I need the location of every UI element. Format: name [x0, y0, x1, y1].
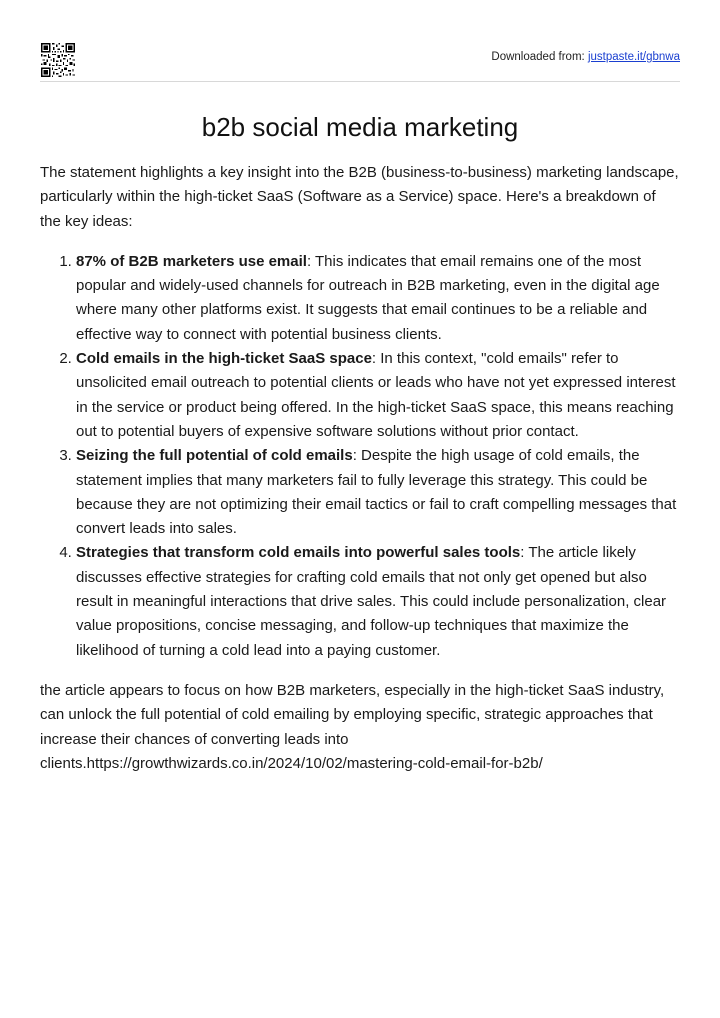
- downloaded-from-label: Downloaded from:: [491, 51, 588, 63]
- page-title: b2b social media marketing: [201, 112, 519, 142]
- list-item-heading: Seizing the full potential of cold emails: [76, 447, 353, 465]
- list-item: [76, 250, 680, 347]
- list-item-body: : Despite the high usage of cold emails, the statement implies that many marketers fail to fully leverage this strategy. This could be because they are not optimizing their email tactics or fail to craft compelling messages that convert leads into sales.: [76, 447, 677, 538]
- source-link[interactable]: justpaste.it/gbnwa: [587, 51, 680, 63]
- list-item-heading: 87% of B2B marketers use email: [76, 252, 307, 270]
- list-item: [76, 347, 680, 444]
- intro-paragraph: The statement highlights a key insight into the B2B (business-to-business) marketing landscape, particularly within the high-ticket SaaS (Software as a Service) space. Here's a breakdown of the key ideas:: [40, 164, 679, 230]
- list-item-body: : In this context, "cold emails" refer to unsolicited email outreach to potential clients or leads who have not yet expressed interest in the service or product being offered. In the high-ticket SaaS space, this means reaching out to potential buyers of expensive software solutions without prior contact.: [76, 350, 676, 440]
- closing-paragraph: the article appears to focus on how B2B marketers, especially in the high-ticket SaaS industry, can unlock the full potential of cold emailing by employing specific, strategic approaches that increase their chances of converting leads into clients.https://growthwizards.co.in/2024/10/02/mastering-cold-email-for-b2b/: [40, 681, 665, 772]
- article-body: [40, 161, 680, 776]
- list-item-body: : This indicates that email remains one of the most popular and widely-used channels for outreach in B2B marketing, even in the digital age where many other platforms exist. It suggests that email continues to be a reliable and effective way to connect with potential business clients.: [76, 252, 660, 343]
- list-item-body: : The article likely discusses effective strategies for crafting cold emails that not only get opened but also result in meaningful interactions that drive sales. This could include personalization, clear value propositions, concise messaging, and follow-up techniques that maximize the likelihood of turning a cold lead into a paying customer.: [76, 544, 667, 659]
- key-ideas-list: [40, 250, 680, 663]
- list-item-heading: Cold emails in the high-ticket SaaS space: [76, 350, 372, 368]
- list-item-heading: Strategies that transform cold emails into powerful sales tools: [76, 544, 521, 562]
- list-item: [76, 444, 680, 541]
- list-item: [76, 541, 680, 662]
- download-source: [491, 51, 680, 63]
- header-divider: [40, 81, 680, 82]
- qr-code-icon: [41, 43, 75, 77]
